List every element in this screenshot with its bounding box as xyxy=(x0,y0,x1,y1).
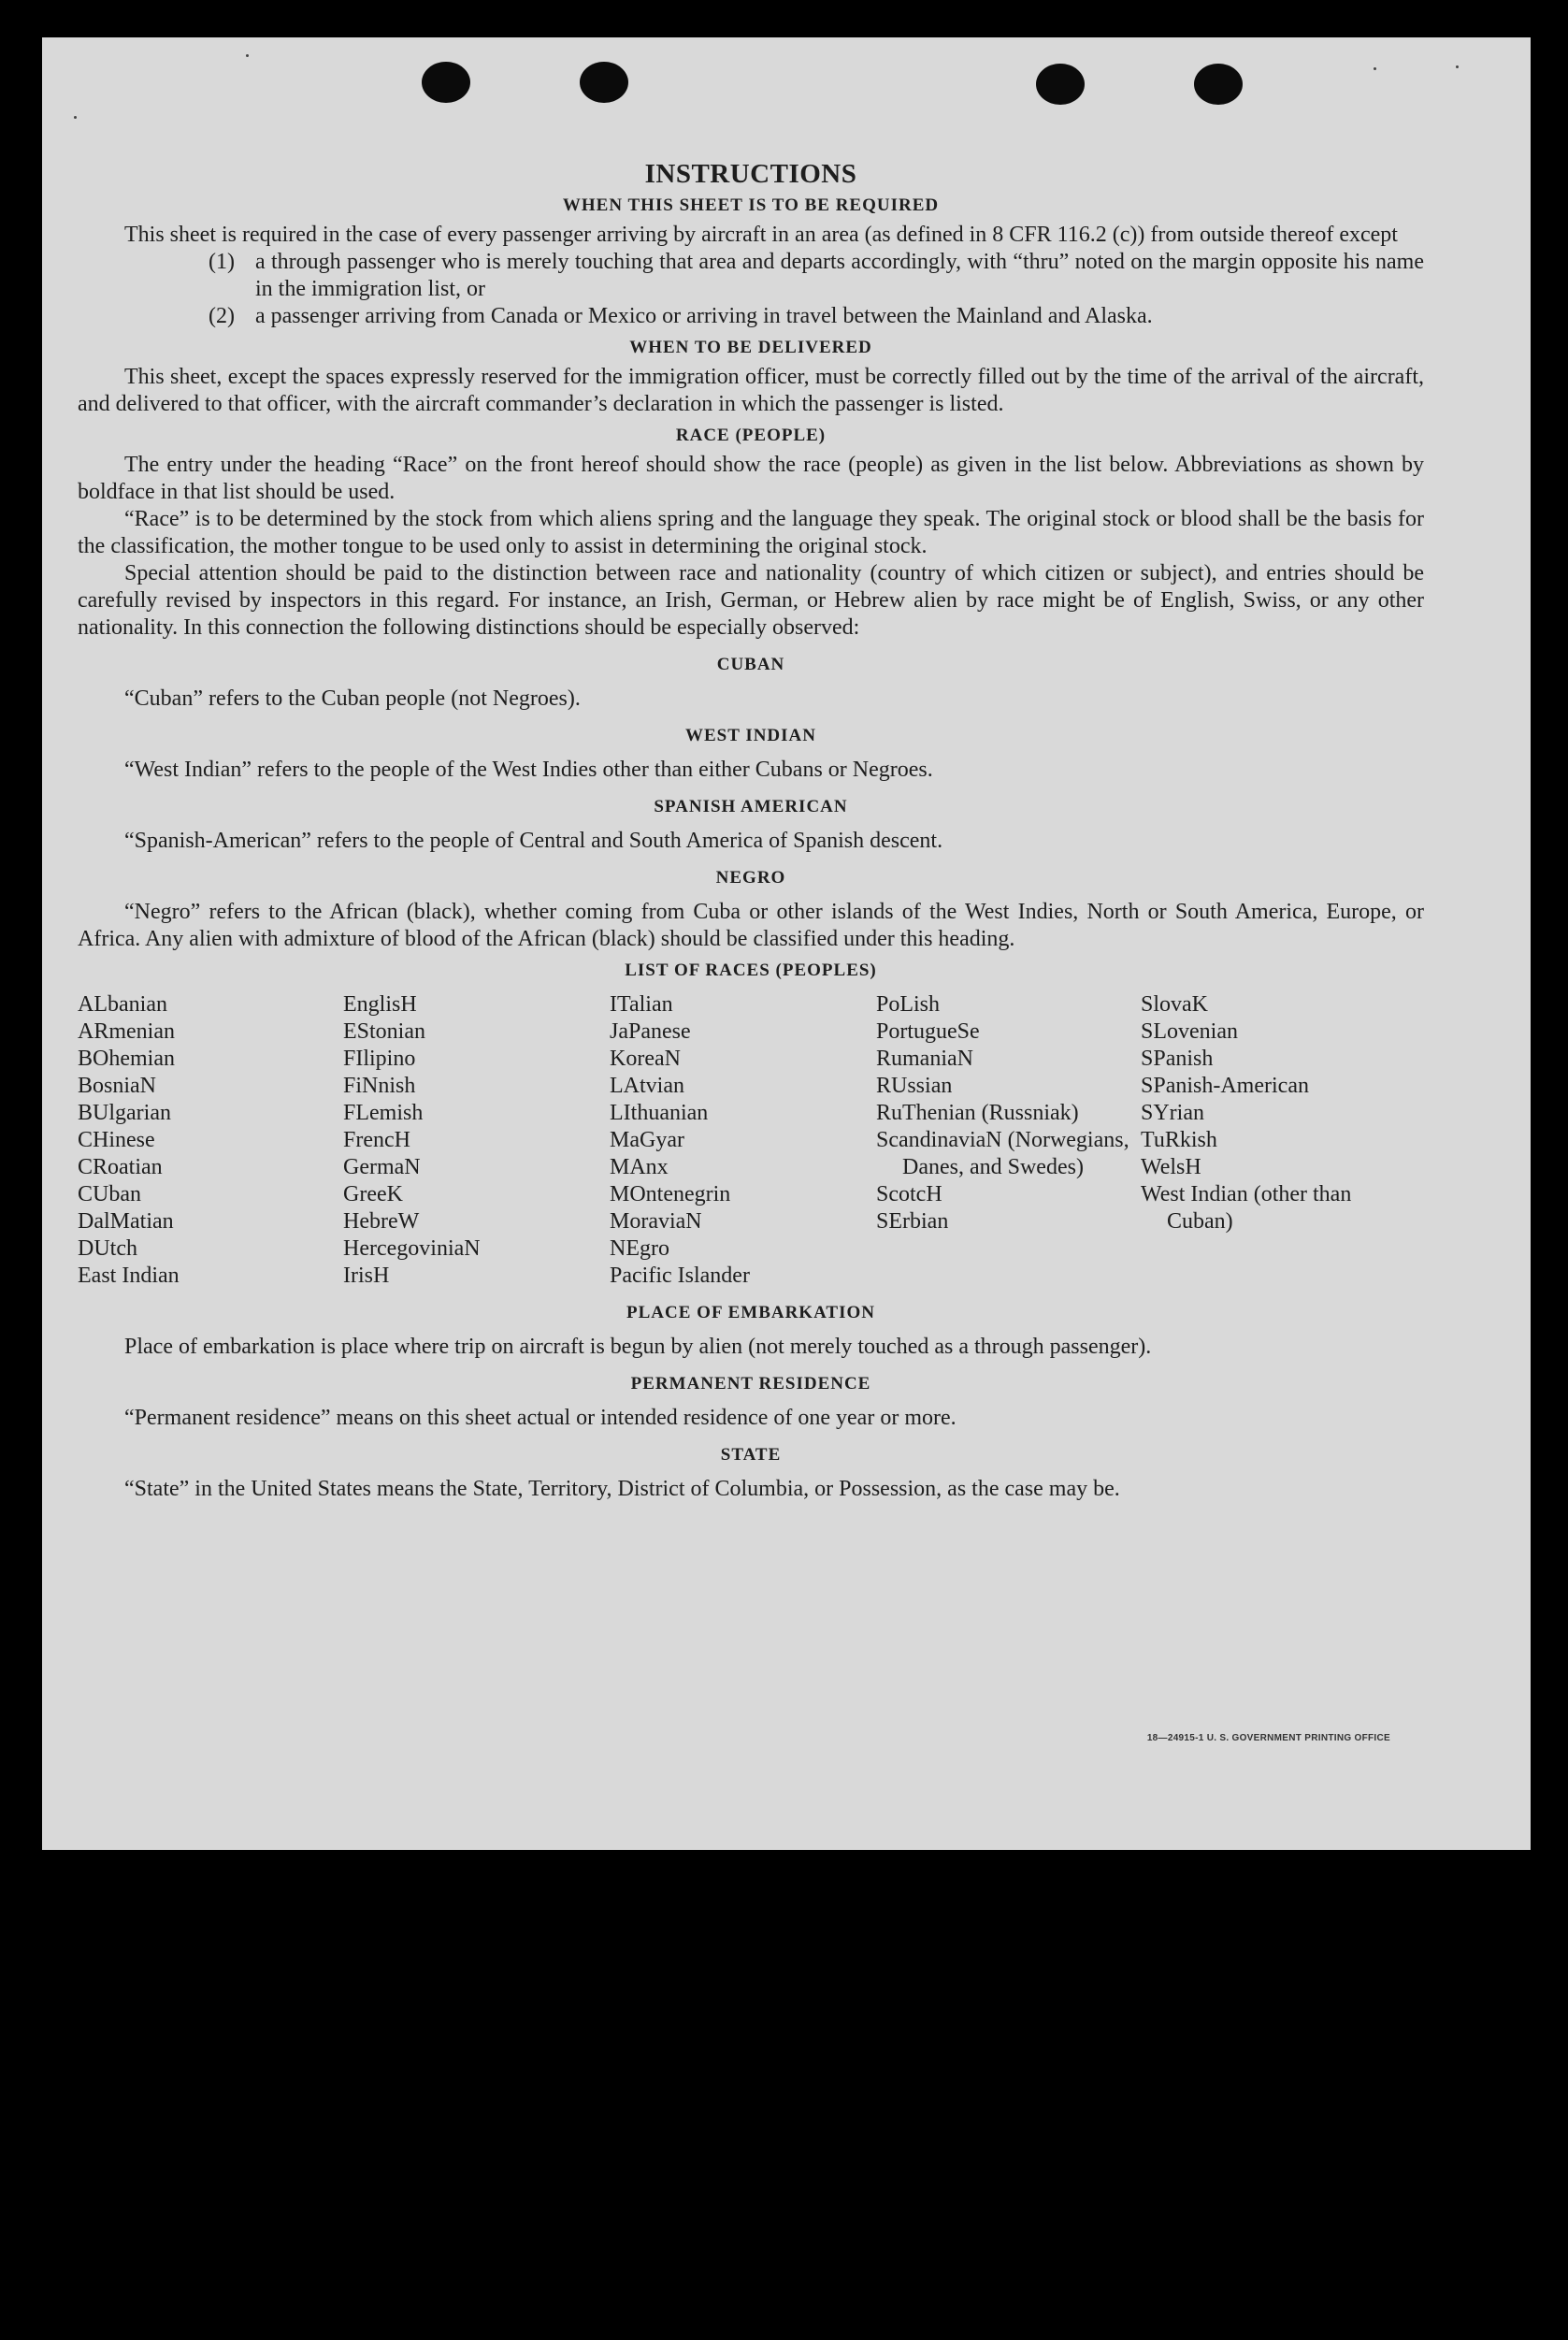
race-entry: PortugueSe xyxy=(876,1019,980,1044)
race-entry: CHinese xyxy=(78,1128,155,1152)
speck xyxy=(74,116,77,119)
embarkation-text: Place of embarkation is place where trip on aircraft is begun by alien (not merely touched as a through passenger). xyxy=(124,1335,1152,1359)
race-entry: Pacific Islander xyxy=(610,1264,750,1288)
print-code: 18—24915-1 U. S. GOVERNMENT PRINTING OFFICE xyxy=(1146,1733,1390,1743)
race-entry: PoLish xyxy=(876,992,941,1017)
heading-negro: NEGRO xyxy=(715,868,786,888)
race-entry: ITalian xyxy=(610,992,673,1017)
heading-residence: PERMANENT RESIDENCE xyxy=(630,1374,871,1394)
race-entry: FLemish xyxy=(343,1101,424,1125)
race-entry: HercegoviniaN xyxy=(343,1236,481,1261)
race-entry: RumaniaN xyxy=(876,1047,973,1071)
document-page xyxy=(42,37,1531,1850)
heading-state: STATE xyxy=(720,1445,782,1465)
race-entry: MoraviaN xyxy=(610,1209,702,1234)
race-entry: DalMatian xyxy=(78,1209,174,1234)
races-column xyxy=(343,991,610,1290)
race-paragraph: The entry under the heading “Race” on the front hereof should show the race (people) as given in the list below. Abbreviations as shown by boldface in that list should be used. xyxy=(78,453,1424,504)
race-entry: FIlipino xyxy=(343,1047,416,1071)
race-entry: CUban xyxy=(78,1182,141,1206)
item-number: (2) xyxy=(209,304,235,328)
race-entry: SYrian xyxy=(1141,1101,1204,1125)
race-entry: BOhemian xyxy=(78,1047,175,1071)
cuban-text: “Cuban” refers to the Cuban people (not Negroes). xyxy=(124,686,581,711)
race-entry: ScandinaviaN (Norwegians, Danes, and Swedes) xyxy=(876,1128,1129,1179)
required-intro: This sheet is required in the case of every passenger arriving by aircraft in an area (as defined in 8 CFR 116.2 (c)) from outside thereof except xyxy=(124,223,1398,247)
speck xyxy=(1374,67,1376,70)
heading-spanish-american: SPANISH AMERICAN xyxy=(654,797,848,816)
race-entry: BosniaN xyxy=(78,1074,156,1098)
race-entry: IrisH xyxy=(343,1264,390,1288)
speck xyxy=(1456,65,1459,68)
race-entry: WelsH xyxy=(1141,1155,1201,1179)
race-entry: DUtch xyxy=(78,1236,137,1261)
race-entry: HebreW xyxy=(343,1209,420,1234)
west-indian-text: “West Indian” refers to the people of the West Indies other than either Cubans or Negroes. xyxy=(124,758,933,782)
heading-cuban: CUBAN xyxy=(716,655,785,674)
race-entry: SErbian xyxy=(876,1209,949,1234)
race-entry: SPanish-American xyxy=(1141,1074,1309,1098)
heading-race: RACE (PEOPLE) xyxy=(675,426,827,445)
race-entry: RUssian xyxy=(876,1074,953,1098)
delivered-text: This sheet, except the spaces expressly reserved for the immigration officer, must be correctly filled out by the time of the arrival of the aircraft, and delivered to that officer, with the aircraft commander’s declaration in which the passenger is listed. xyxy=(78,365,1424,416)
race-entry: GermaN xyxy=(343,1155,421,1179)
page-title: INSTRUCTIONS xyxy=(644,159,857,189)
race-entry: MAnx xyxy=(610,1155,669,1179)
races-list xyxy=(78,991,1424,1290)
spanish-american-text: “Spanish-American” refers to the people of Central and South America of Spanish descent. xyxy=(124,829,943,853)
race-entry: ALbanian xyxy=(78,992,167,1017)
races-column xyxy=(78,991,343,1290)
race-entry: TuRkish xyxy=(1141,1128,1217,1152)
race-entry: SPanish xyxy=(1141,1047,1214,1071)
race-entry: LAtvian xyxy=(610,1074,684,1098)
speck xyxy=(246,54,249,57)
race-entry: FrencH xyxy=(343,1128,410,1152)
race-entry: CRoatian xyxy=(78,1155,163,1179)
heading-embarkation: PLACE OF EMBARKATION xyxy=(626,1303,875,1322)
race-entry: EStonian xyxy=(343,1019,425,1044)
race-entry: EnglisH xyxy=(343,992,417,1017)
race-entry: RuThenian (Russniak) xyxy=(876,1101,1079,1125)
punch-hole xyxy=(422,62,470,103)
punch-hole xyxy=(1036,64,1085,105)
race-entry: SLovenian xyxy=(1141,1019,1238,1044)
races-column xyxy=(610,991,876,1290)
race-entry: MOntenegrin xyxy=(610,1182,731,1206)
punch-hole xyxy=(1194,64,1243,105)
heading-races-list: LIST OF RACES (PEOPLES) xyxy=(625,961,877,980)
punch-hole xyxy=(580,62,628,103)
item-text: a passenger arriving from Canada or Mexico or arriving in travel between the Mainland and Alaska. xyxy=(255,304,1153,328)
state-text: “State” in the United States means the State, Territory, District of Columbia, or Possession, as the case may be. xyxy=(124,1477,1120,1501)
race-entry: FiNnish xyxy=(343,1074,416,1098)
required-item xyxy=(78,303,1424,330)
item-text: a through passenger who is merely touching that area and departs accordingly, with “thru” noted on the margin opposite his name in the immigration list, or xyxy=(255,250,1424,301)
race-paragraph: “Race” is to be determined by the stock from which aliens spring and the language they speak. The original stock or blood shall be the basis for the classification, the mother tongue to be used only to assist in determining the original stock. xyxy=(78,507,1424,558)
race-paragraph: Special attention should be paid to the distinction between race and nationality (country of which citizen or subject), and entries should be carefully revised by inspectors in this regard. For instance, an Irish, German, or Hebrew alien by race might be of English, Swiss, or any other nationality. In this connection the following distinctions should be especially observed: xyxy=(78,561,1424,640)
race-entry: NEgro xyxy=(610,1236,669,1261)
heading-required: WHEN THIS SHEET IS TO BE REQUIRED xyxy=(562,195,940,215)
race-entry: LIthuanian xyxy=(610,1101,709,1125)
races-column xyxy=(876,991,1141,1290)
race-entry: BUlgarian xyxy=(78,1101,171,1125)
residence-text: “Permanent residence” means on this sheet actual or intended residence of one year or more. xyxy=(124,1406,957,1430)
race-entry: KoreaN xyxy=(610,1047,681,1071)
race-entry: GreeK xyxy=(343,1182,403,1206)
race-entry: SlovaK xyxy=(1141,992,1208,1017)
heading-west-indian: WEST INDIAN xyxy=(685,726,816,745)
race-entry: MaGyar xyxy=(610,1128,684,1152)
race-entry: JaPanese xyxy=(610,1019,691,1044)
required-item xyxy=(78,249,1424,303)
race-entry: ARmenian xyxy=(78,1019,175,1044)
race-entry: East Indian xyxy=(78,1264,180,1288)
negro-text: “Negro” refers to the African (black), whether coming from Cuba or other islands of the West Indies, North or South America, Europe, or Africa. Any alien with admixture of blood of the African (black) should be classified under this heading. xyxy=(78,900,1424,951)
races-column xyxy=(1141,991,1365,1290)
race-entry: ScotcH xyxy=(876,1182,942,1206)
heading-delivered: WHEN TO BE DELIVERED xyxy=(629,338,872,357)
item-number: (1) xyxy=(209,250,235,274)
instructions-content xyxy=(78,161,1424,1503)
race-entry: West Indian (other than Cuban) xyxy=(1141,1182,1352,1234)
